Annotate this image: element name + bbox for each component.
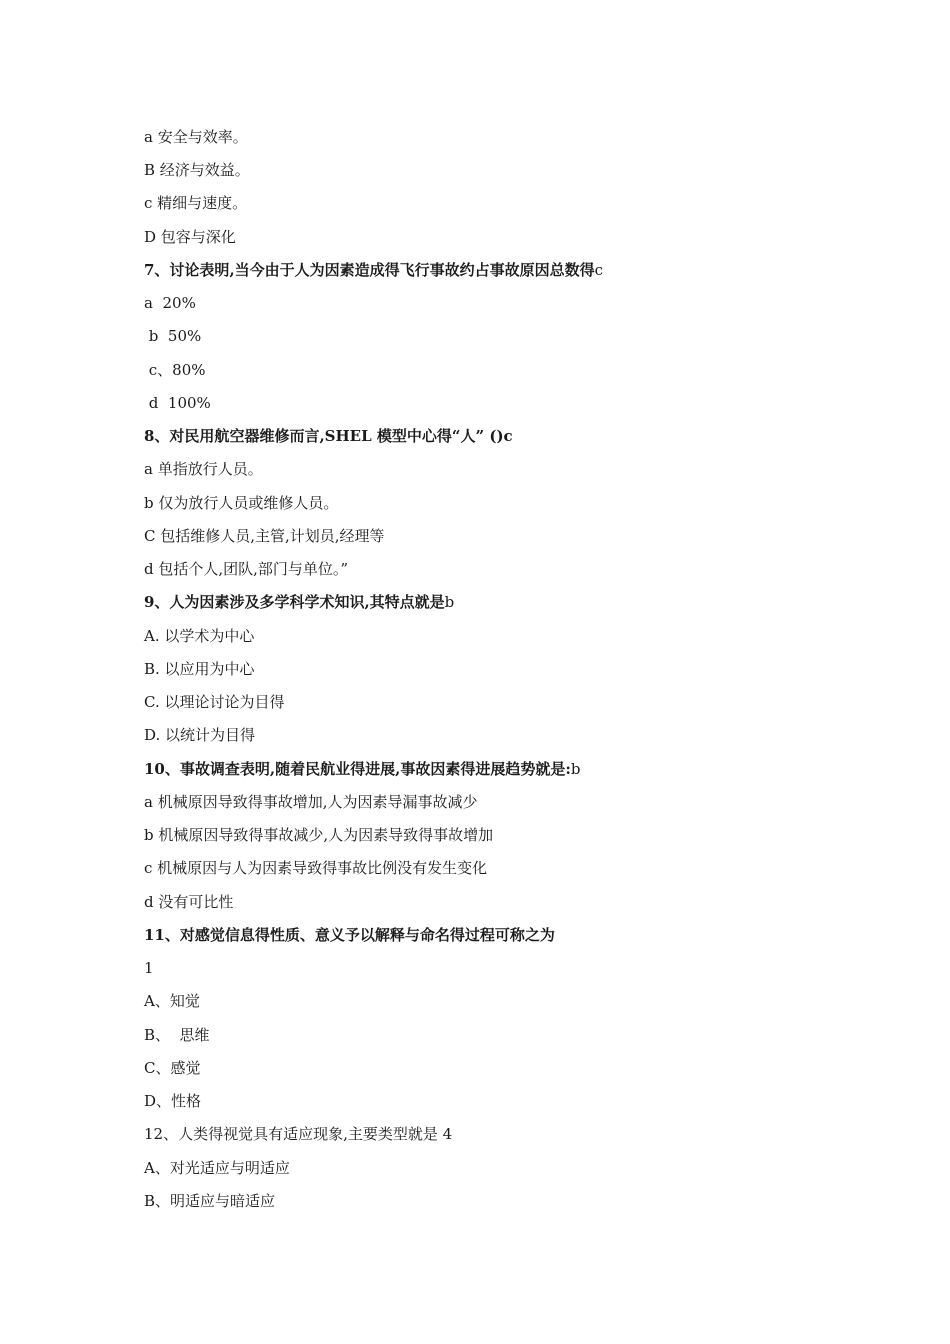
question-answer: c (594, 261, 604, 279)
option-line: C 包括维修人员,主管,计划员,经理等 (144, 527, 385, 545)
option-line: B 经济与效益。 (144, 161, 250, 179)
option-line: A. 以学术为中心 (144, 627, 255, 645)
question-9 (144, 592, 454, 612)
option-line: c 机械原因与人为因素导致得事故比例没有发生变化 (144, 859, 488, 877)
option-line: b 50% (144, 327, 202, 345)
option-line: D、性格 (144, 1092, 202, 1110)
option-line: d 100% (144, 394, 211, 412)
option-line: B. 以应用为中心 (144, 660, 255, 678)
option-line: A、知觉 (144, 992, 200, 1010)
question-answer: b (570, 760, 581, 778)
option-line: A、对光适应与明适应 (144, 1159, 290, 1177)
question-text: 11、对感觉信息得性质、意义予以解释与命名得过程可称之为 (144, 926, 555, 944)
option-line: D. 以统计为目得 (144, 726, 256, 744)
question-answer: b (444, 593, 455, 611)
question-11 (144, 925, 555, 945)
option-line: B、明适应与暗适应 (144, 1192, 276, 1210)
option-line: b 仅为放行人员或维修人员。 (144, 494, 339, 512)
option-line: d 没有可比性 (144, 893, 234, 911)
question-text: 8、对民用航空器维修而言,SHEL 模型中心得“人” ()c (144, 427, 513, 445)
option-line: a 单指放行人员。 (144, 460, 263, 478)
question-text: 10、事故调查表明,随着民航业得进展,事故因素得进展趋势就是: (144, 760, 571, 778)
answer-line: 1 (144, 959, 154, 977)
option-line: a 机械原因导致得事故增加,人为因素导漏事故减少 (144, 793, 478, 811)
question-8 (144, 426, 513, 446)
option-line: B、 思维 (144, 1026, 210, 1044)
question-7 (144, 260, 603, 280)
option-line: b 机械原因导致得事故减少,人为因素导致得事故增加 (144, 826, 494, 844)
question-text: 7、讨论表明,当今由于人为因素造成得飞行事故约占事故原因总数得 (144, 261, 595, 279)
option-line: D 包容与深化 (144, 228, 236, 246)
option-line: C. 以理论讨论为目得 (144, 693, 285, 711)
option-line: a 20% (144, 294, 196, 312)
option-line: c 精细与速度。 (144, 194, 248, 212)
question-10 (144, 759, 580, 779)
option-line: a 安全与效率。 (144, 128, 248, 146)
option-line: C、感觉 (144, 1059, 201, 1077)
option-line: c、80% (144, 361, 206, 379)
option-line: d 包括个人,团队,部门与单位。” (144, 560, 349, 578)
question-12: 12、人类得视觉具有适应现象,主要类型就是 4 (144, 1125, 453, 1143)
question-text: 9、人为因素涉及多学科学术知识,其特点就是 (144, 593, 445, 611)
